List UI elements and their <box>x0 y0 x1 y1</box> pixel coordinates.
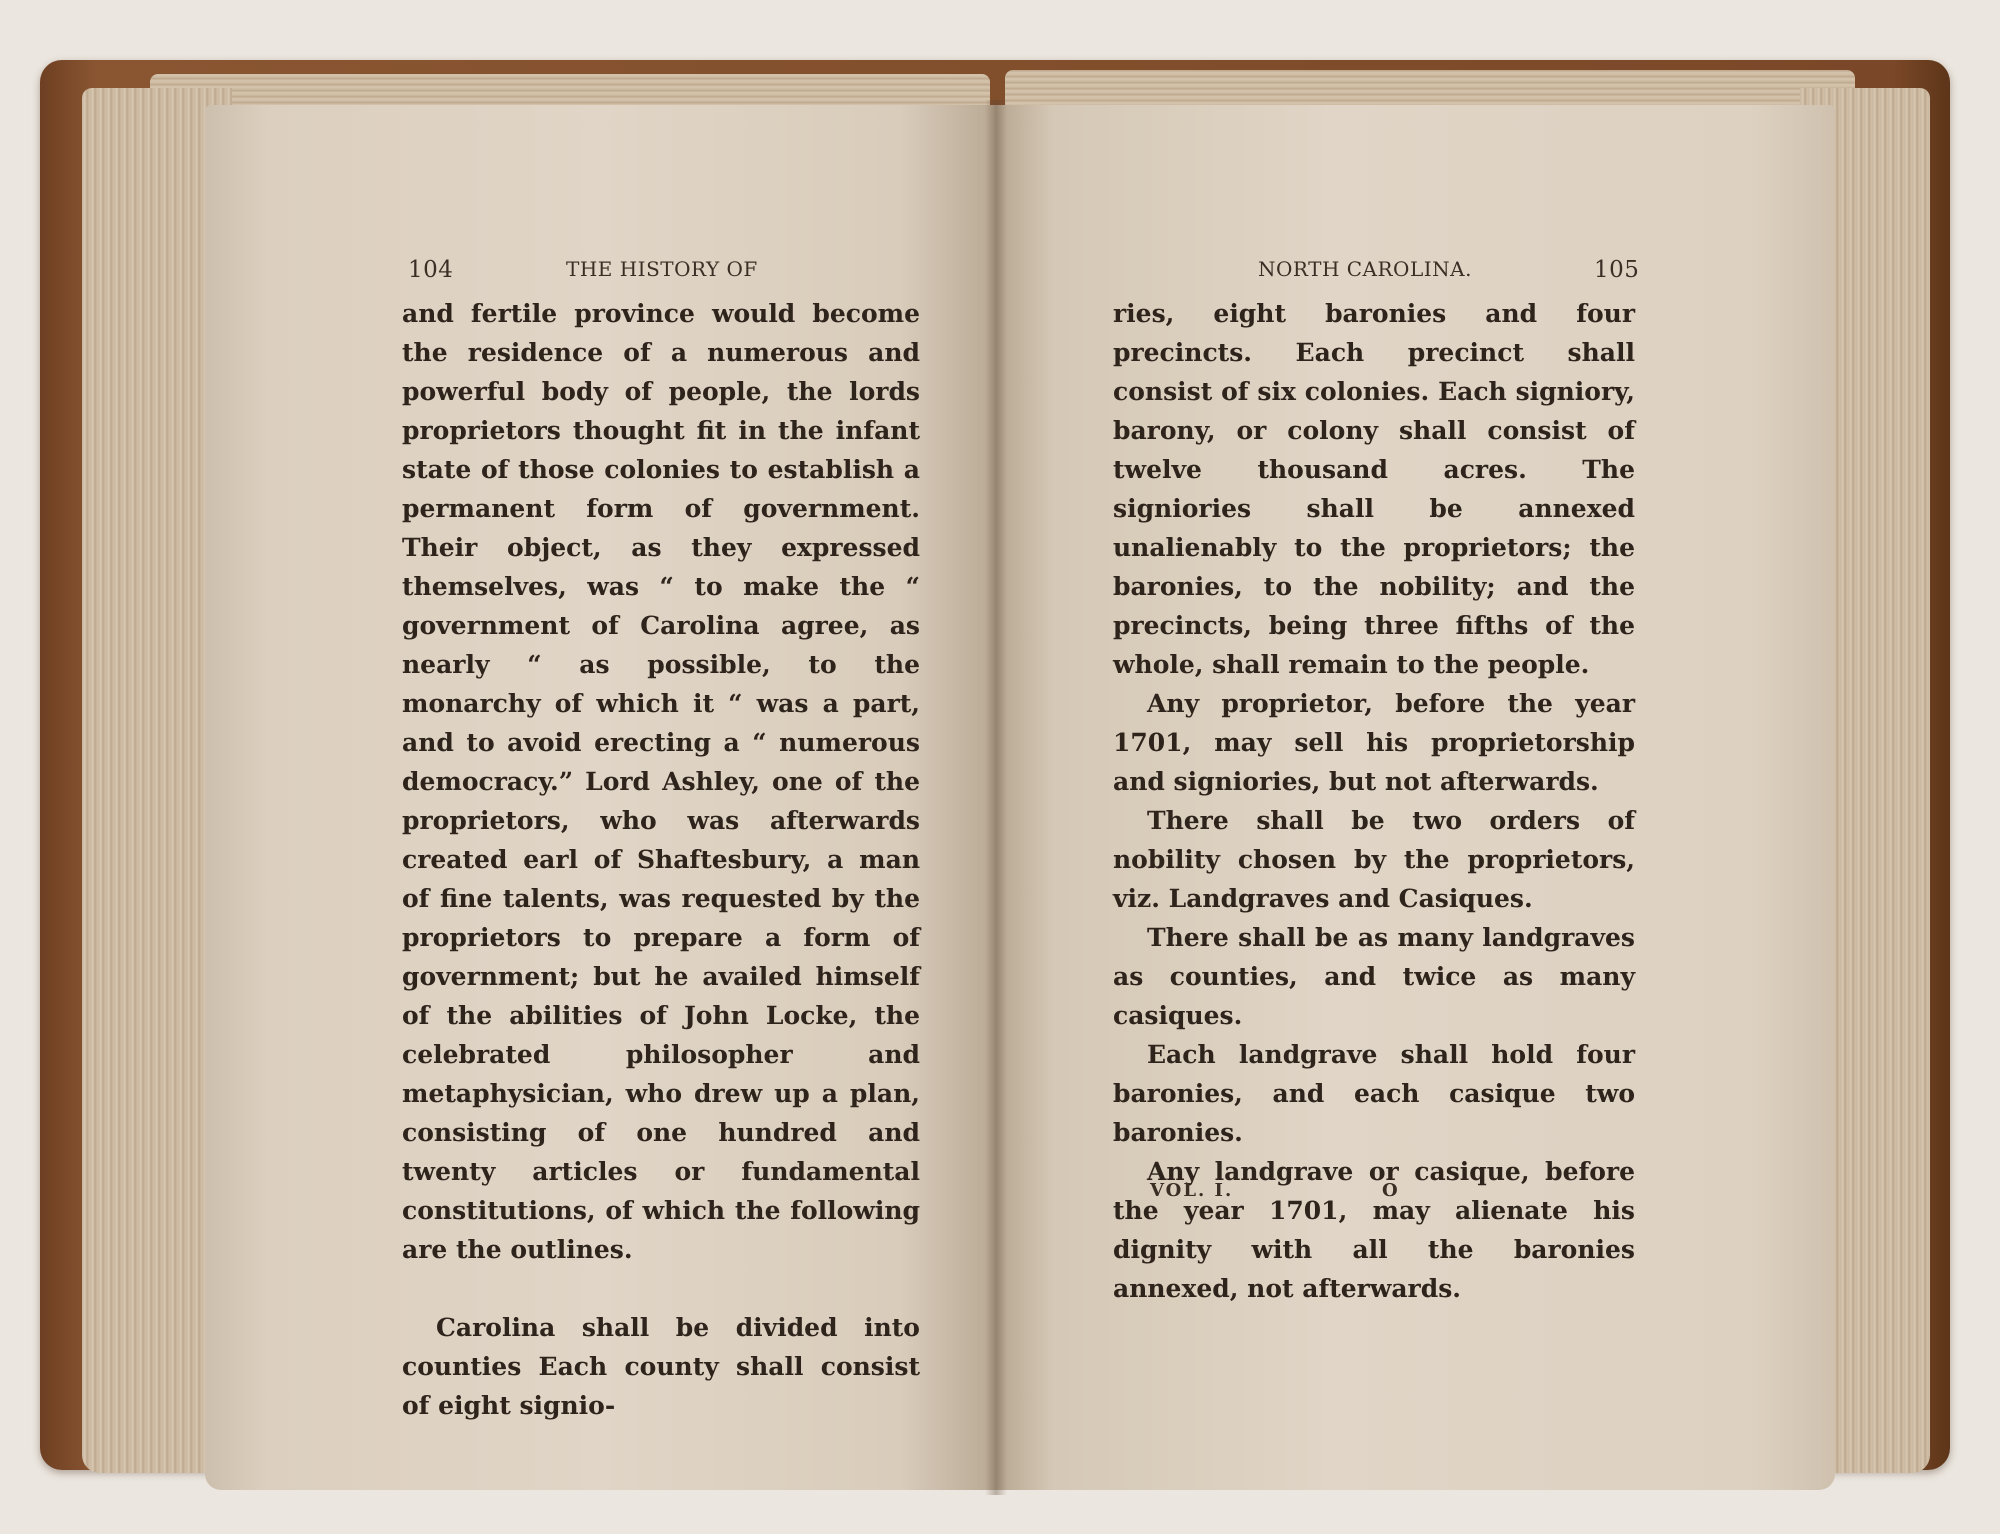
paragraph: and fertile province would become the residence of a numerous and powerful body of people, the lords proprietors thought fit in the infant state of those colonies to establish a permanent form of government. Their object, as they expressed themselves, was “ to make the “ government of Carolina agree, as nearly “ as possible, to the monarchy of which it “ was a part, and to avoid erecting a “ numerous democracy.” Lord Ashley, one of the proprietors, who was afterwards created earl of Shaftesbury, a man of fine talents, was requested by the proprietors to prepare a form of government; but he availed himself of the abilities of John Locke, the celebrated philosopher and metaphysician, who drew up a plan, consisting of one hundred and twenty articles or fundamental constitutions, of which the following are the outlines. <box>402 299 920 1264</box>
right-page-text <box>1113 294 1635 1308</box>
footer-signature: O <box>1382 1180 1400 1201</box>
paragraph: There shall be as many landgraves as counties, and twice as many casiques. <box>1113 923 1635 1030</box>
left-page-number: 104 <box>408 257 454 283</box>
paragraph: There shall be two orders of nobility chosen by the proprietors, viz. Landgraves and Casiques. <box>1113 806 1635 913</box>
footer-volume: VOL. I. <box>1150 1180 1234 1201</box>
book-gutter <box>985 100 1007 1495</box>
paragraph: Each landgrave shall hold four baronies, and each casique two baronies. <box>1113 1040 1635 1147</box>
paragraph: Any proprietor, before the year 1701, may sell his proprietorship and signiories, but not afterwards. <box>1113 689 1635 796</box>
left-running-head: THE HISTORY OF <box>566 257 758 281</box>
paragraph: Carolina shall be divided into counties Each county shall consist of eight signio- <box>402 1313 920 1420</box>
right-running-head: NORTH CAROLINA. <box>1258 257 1472 281</box>
right-page-number: 105 <box>1594 257 1640 283</box>
paragraph: ries, eight baronies and four precincts. Each precinct shall consist of six colonies. Each signiory, barony, or colony shall consist of twelve thousand acres. The signiories shall be annexed unalienably to the proprietors; the baronies, to the nobility; and the precincts, being three fifths of the whole, shall remain to the people. <box>1113 299 1635 679</box>
paragraph: Any landgrave or casique, before the year 1701, may alienate his dignity with all the baronies annexed, not afterwards. <box>1113 1157 1635 1303</box>
left-page-text <box>402 294 920 1425</box>
